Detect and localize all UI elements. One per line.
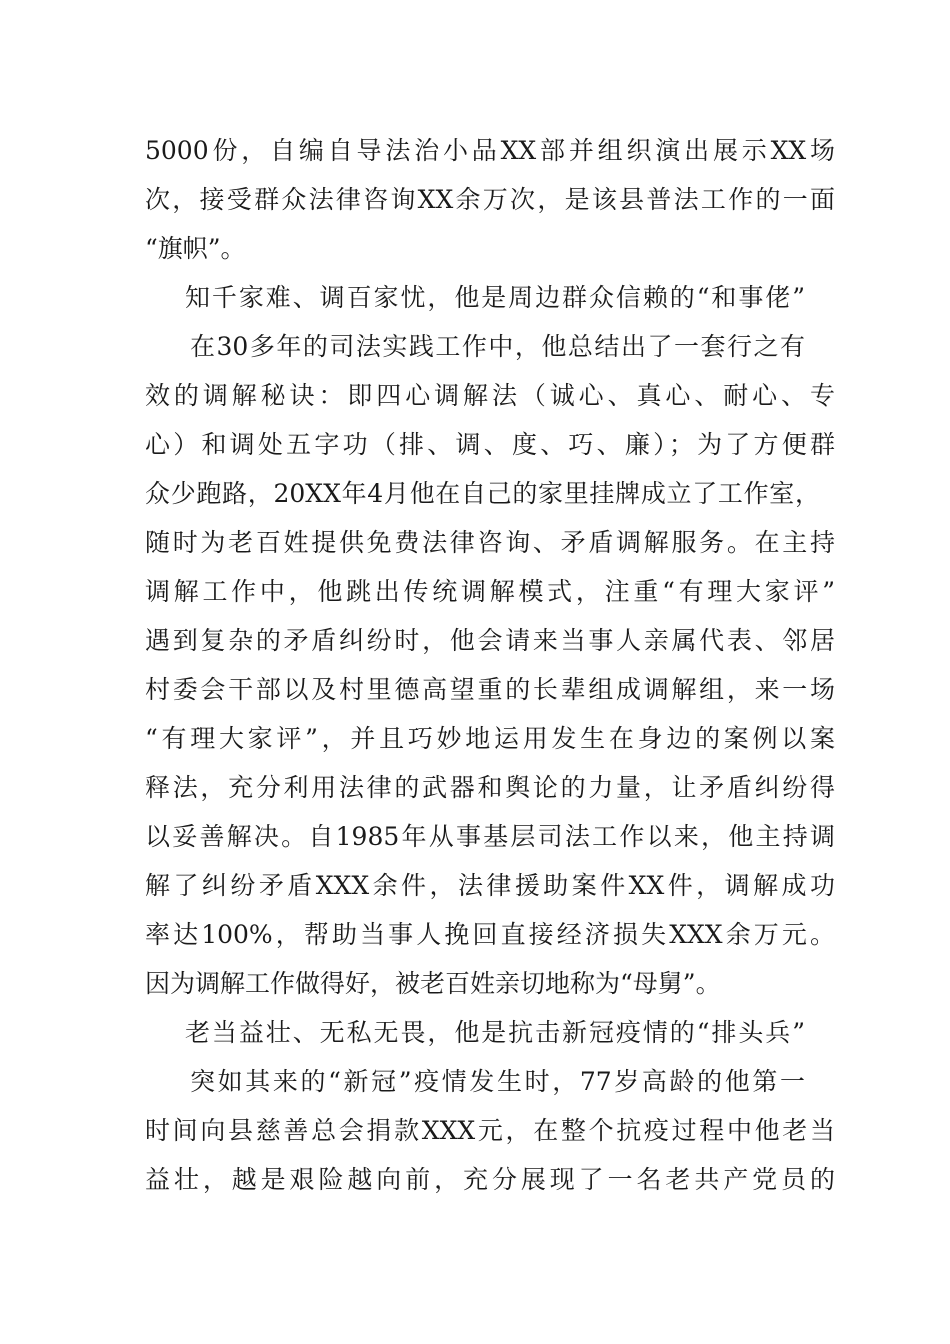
body-line: 时间向县慈善总会捐款XXX元，在整个抗疫过程中他老当 (145, 1116, 835, 1145)
body-line: 益壮，越是艰险越向前，充分展现了一名老共产党员的 (145, 1165, 835, 1194)
body-line: 率达100%，帮助当事人挽回直接经济损失XXX余万元。 (145, 920, 835, 949)
body-line: 调解工作中，他跳出传统调解模式，注重“有理大家评” (145, 577, 835, 606)
body-line: 随时为老百姓提供免费法律咨询、矛盾调解服务。在主持 (145, 528, 835, 557)
body-line: 心）和调处五字功（排、调、度、巧、廉）；为了方便群 (145, 430, 835, 459)
body-line: 5000份，自编自导法治小品XX部并组织演出展示XX场 (145, 136, 835, 165)
body-line: 效的调解秘诀：即四心调解法（诚心、真心、耐心、专 (145, 381, 835, 410)
section-heading: 知千家难、调百家忧，他是周边群众信赖的“和事佬” (185, 283, 805, 312)
body-line: 村委会干部以及村里德高望重的长辈组成调解组，来一场 (145, 675, 835, 704)
body-line: 众少跑路，20XX年4月他在自己的家里挂牌成立了工作室， (145, 479, 820, 508)
body-line: 以妥善解决。自1985年从事基层司法工作以来，他主持调 (145, 822, 835, 851)
body-line: 突如其来的“新冠”疫情发生时，77岁高龄的他第一 (190, 1067, 805, 1096)
body-line: 次，接受群众法律咨询XX余万次，是该县普法工作的一面 (145, 185, 835, 214)
body-line: 因为调解工作做得好，被老百姓亲切地称为“母舅”。 (145, 969, 721, 998)
body-line: 释法，充分利用法律的武器和舆论的力量，让矛盾纠纷得 (145, 773, 835, 802)
body-line: 解了纠纷矛盾XXX余件，法律援助案件XX件，调解成功 (145, 871, 835, 900)
body-line: 遇到复杂的矛盾纠纷时，他会请来当事人亲属代表、邻居 (145, 626, 835, 655)
body-line: “旗帜”。 (145, 234, 246, 263)
body-line: “有理大家评”，并且巧妙地运用发生在身边的案例以案 (145, 724, 835, 753)
body-line: 在30多年的司法实践工作中，他总结出了一套行之有 (190, 332, 805, 361)
section-heading: 老当益壮、无私无畏，他是抗击新冠疫情的“排头兵” (185, 1018, 805, 1047)
